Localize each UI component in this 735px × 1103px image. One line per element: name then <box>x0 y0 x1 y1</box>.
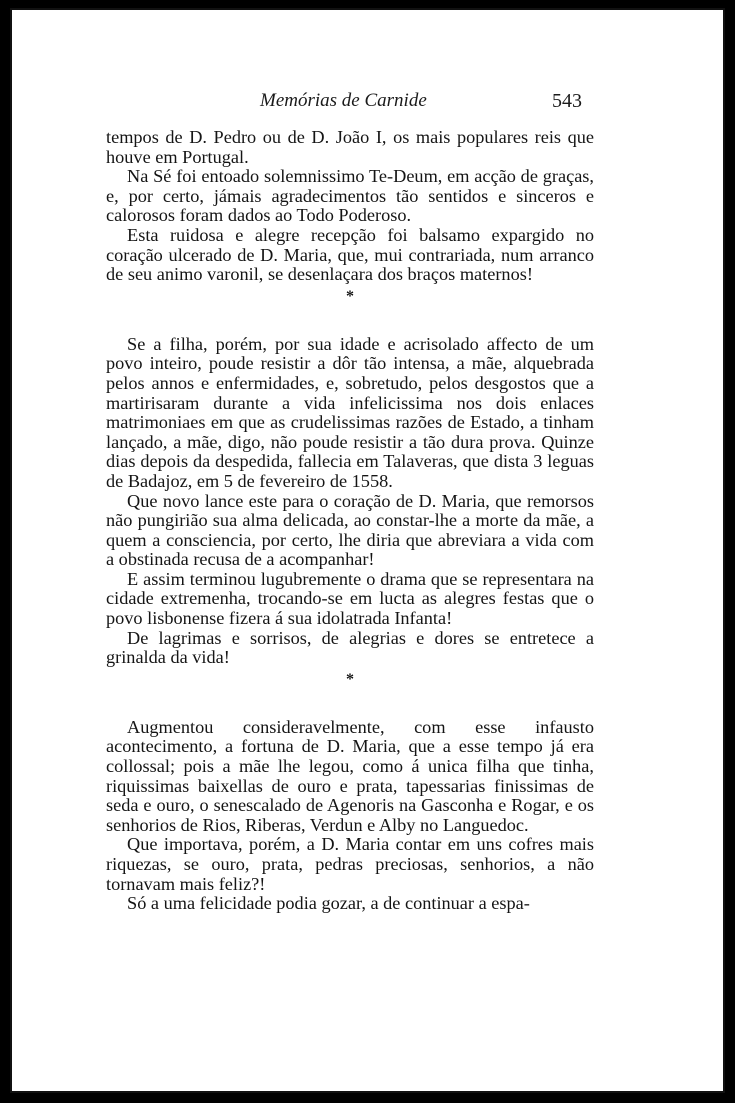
section-separator: * <box>346 287 354 305</box>
paragraph: Esta ruidosa e alegre recepção foi balsamo expargido no coração ulcerado de D. Maria, que, mui contrariada, num arranco de seu animo varonil, se desenlaçara dos braços maternos! <box>106 224 594 285</box>
paragraph: E assim terminou lugubremente o drama que se representara na cidade extremenha, trocando-se em lucta as alegres festas que o povo lisbonense fizera á sua idolatrada Infanta! <box>106 568 594 629</box>
running-title: Memórias de Carnide <box>260 90 427 111</box>
paragraph: Só a uma felicidade podia gozar, a de continuar a espa- <box>127 893 530 914</box>
body-text <box>106 128 594 914</box>
paragraph: Augmentou consideravelmente, com esse infausto acontecimento, a fortuna de D. Maria, que a esse tempo já era collossal; pois a mãe lhe legou, como á unica filha que tinha, riquissimas baixellas de ouro e prata, tapessarias finissimas de seda e ouro, o senescalado de Agenoris na Gasconha e Rogar, e os senhorios de Rios, Riberas, Verdun e Alby no Languedoc. <box>106 716 594 835</box>
page-number: 543 <box>552 90 582 112</box>
book-page <box>10 8 725 1093</box>
section-separator: * <box>346 670 354 688</box>
paragraph: Se a filha, porém, por sua idade e acrisolado affecto de um povo inteiro, poude resistir a dôr tão intensa, a mãe, alquebrada pelos annos e enfermidades, e, sobretudo, pelos desgostos que a martirisaram durante a vida infelicissima nos dois enlaces matrimoniaes em que as crudelissimas razões de Estado, a tinham lançado, a mãe, digo, não poude resistir a tão dura prova. Quinze dias depois da despedida, fallecia em Talaveras, que dista 3 leguas de Badajoz, em 5 de fevereiro de 1558. <box>106 333 594 491</box>
paragraph: Na Sé foi entoado solemnissimo Te-Deum, em acção de graças, e, por certo, jámais agradecimentos tão sentidos e sinceros e calorosos foram dados ao Todo Poderoso. <box>106 166 594 226</box>
page-header <box>12 90 723 120</box>
paragraph: Que novo lance este para o coração de D. Maria, que remorsos não pungirião sua alma delicada, ao constar-lhe a morte da mãe, a quem a consciencia, por certo, lhe diria que abreviara a vida com a obstinada recusa de a acompanhar! <box>106 490 594 570</box>
paragraph: Que importava, porém, a D. Maria contar em uns cofres mais riquezas, se ouro, prata, pedras preciosas, senhorios, a não tornavam mais feliz?! <box>106 834 594 894</box>
paragraph: tempos de D. Pedro ou de D. João I, os mais populares reis que houve em Portugal. <box>106 127 594 167</box>
paragraph: De lagrimas e sorrisos, de alegrias e dores se entretece a grinalda da vida! <box>106 627 594 668</box>
